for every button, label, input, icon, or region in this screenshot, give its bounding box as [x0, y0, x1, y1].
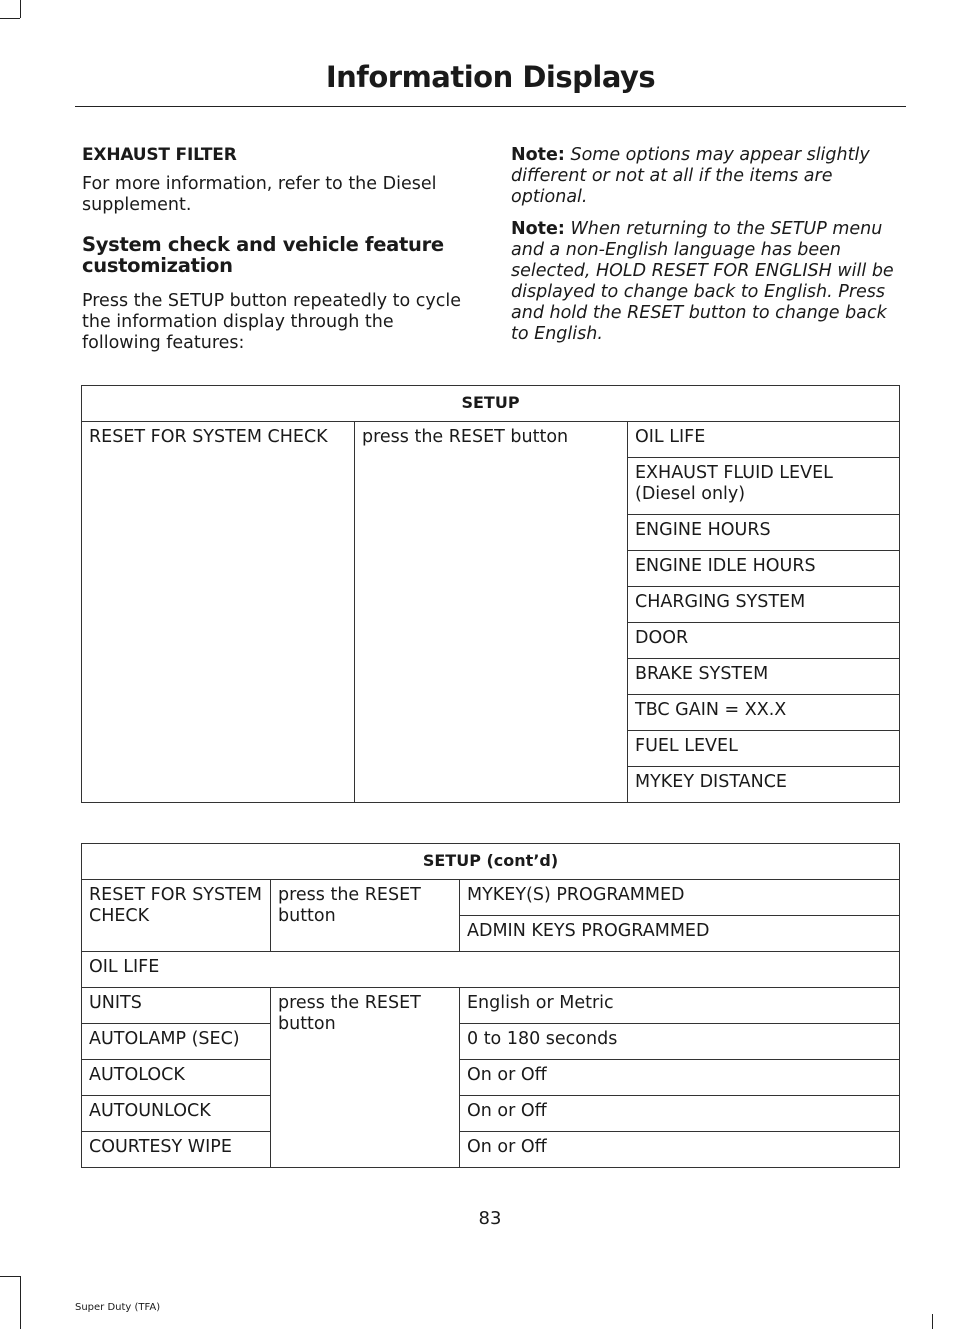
table-cell-item: MYKEY(S) PROGRAMMED [460, 880, 900, 916]
table-cell-item: ENGINE HOURS [628, 515, 900, 551]
table-cell-reset-action: press the RESET button [355, 422, 628, 803]
crop-mark [0, 18, 20, 19]
table-cell-reset-label: RESET FOR SYSTEM CHECK [82, 422, 355, 803]
note-text: Some options may appear slightly different or not at all if the items are optional. [511, 145, 870, 207]
table-cell-item: BRAKE SYSTEM [628, 659, 900, 695]
note-optional [511, 145, 907, 208]
table-caption: SETUP [82, 386, 900, 422]
note-label: Note: [511, 219, 565, 239]
table-cell-item: EXHAUST FLUID LEVEL (Diesel only) [628, 458, 900, 515]
table-cell-setting-value: English or Metric [460, 988, 900, 1024]
right-column [511, 145, 907, 356]
setup-table [81, 385, 900, 803]
footer-model: Super Duty (TFA) [75, 1302, 161, 1313]
note-text: When returning to the SETUP menu and a non-English language has been selected, HOLD RESET FOR ENGLISH will be displayed to change back to English. Press and hold the RESET button to change back to English. [511, 219, 894, 344]
system-check-heading: System check and vehicle feature customization [82, 233, 444, 277]
note-label: Note: [511, 145, 565, 165]
crop-mark [932, 1314, 933, 1329]
table-cell-reset-action: press the RESET button [271, 880, 460, 952]
exhaust-filter-heading: EXHAUST FILTER [82, 145, 237, 165]
table-cell-setting-value: On or Off [460, 1060, 900, 1096]
table-cell-item: OIL LIFE [628, 422, 900, 458]
table-cell-setting-name: COURTESY WIPE [82, 1132, 271, 1168]
crop-mark [20, 0, 21, 18]
table-cell-item: ADMIN KEYS PROGRAMMED [460, 916, 900, 952]
table-cell-setting-name: AUTOLOCK [82, 1060, 271, 1096]
header-rule [75, 106, 906, 107]
exhaust-filter-text: For more information, refer to the Diesel supplement. [82, 174, 437, 215]
table-cell-item: FUEL LEVEL [628, 731, 900, 767]
table-cell-item: DOOR [628, 623, 900, 659]
table-cell-item: CHARGING SYSTEM [628, 587, 900, 623]
table-cell-setting-name: AUTOLAMP (SEC) [82, 1024, 271, 1060]
table-cell-reset-label: RESET FOR SYSTEM CHECK [82, 880, 271, 952]
setup-contd-table [81, 843, 900, 1168]
table-cell-oil-life: OIL LIFE [82, 952, 900, 988]
table-cell-setting-name: UNITS [82, 988, 271, 1024]
crop-mark [20, 1276, 21, 1329]
table-cell-setting-value: On or Off [460, 1096, 900, 1132]
table-cell-setting-value: On or Off [460, 1132, 900, 1168]
table-cell-item: TBC GAIN = XX.X [628, 695, 900, 731]
table-cell-item: ENGINE IDLE HOURS [628, 551, 900, 587]
table-cell-item: MYKEY DISTANCE [628, 767, 900, 803]
table-cell-setting-name: AUTOUNLOCK [82, 1096, 271, 1132]
crop-mark [0, 1276, 20, 1277]
note-language [511, 219, 907, 345]
system-check-text: Press the SETUP button repeatedly to cycle the information display through the following features: [82, 291, 462, 353]
table-cell-setting-value: 0 to 180 seconds [460, 1024, 900, 1060]
page-number: 83 [478, 1208, 502, 1229]
page-title: Information Displays [325, 60, 656, 94]
table-cell-settings-action: press the RESET button [271, 988, 460, 1168]
table-caption: SETUP (cont’d) [82, 844, 900, 880]
left-column [82, 145, 472, 354]
